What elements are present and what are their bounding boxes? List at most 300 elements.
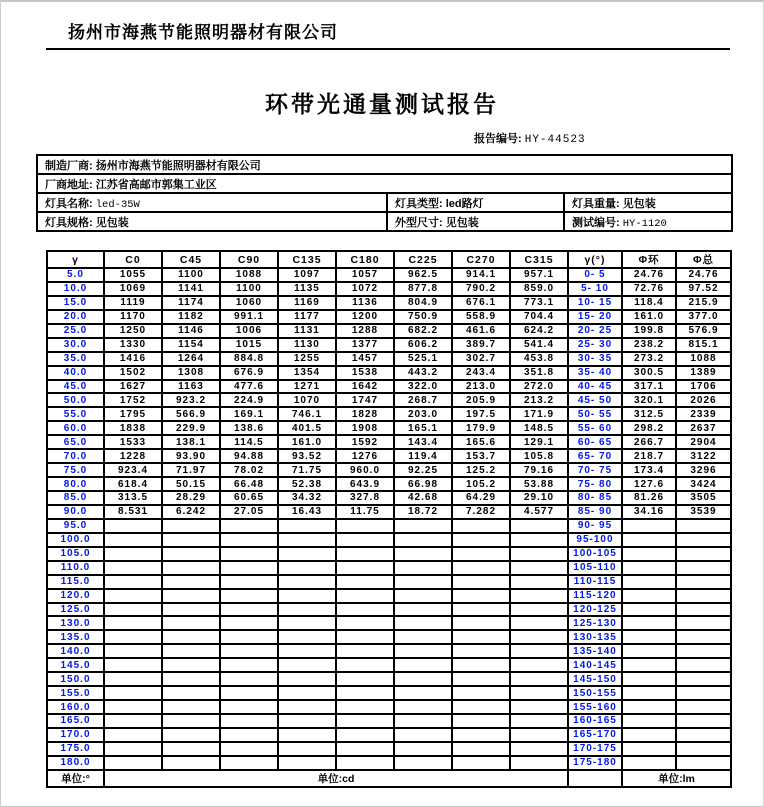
gamma-range-cell: 160-165 — [568, 714, 622, 728]
gamma-range-cell: 35- 40 — [568, 366, 622, 380]
gamma-range-cell: 80- 85 — [568, 491, 622, 505]
value-cell — [510, 672, 568, 686]
value-cell — [278, 644, 336, 658]
value-cell: 1276 — [336, 449, 394, 463]
value-cell: 1908 — [336, 421, 394, 435]
value-cell — [452, 644, 510, 658]
value-cell: 1457 — [336, 352, 394, 366]
value-cell — [452, 672, 510, 686]
table-row — [47, 324, 731, 338]
value-cell: 1015 — [220, 338, 278, 352]
value-cell — [622, 603, 676, 617]
gamma-cell: 25.0 — [47, 324, 104, 338]
gamma-range-cell: 145-150 — [568, 672, 622, 686]
value-cell: 1060 — [220, 296, 278, 310]
table-row — [47, 756, 731, 770]
value-cell — [162, 686, 220, 700]
value-cell — [220, 728, 278, 742]
gamma-range-cell: 105-110 — [568, 561, 622, 575]
value-cell — [394, 561, 452, 575]
value-cell: 1055 — [104, 268, 162, 282]
value-cell — [278, 686, 336, 700]
value-cell — [220, 519, 278, 533]
value-cell: 298.2 — [622, 421, 676, 435]
fixture-name-value: led-35W — [95, 198, 140, 211]
gamma-cell: 5.0 — [47, 268, 104, 282]
value-cell: 161.0 — [278, 435, 336, 449]
value-cell: 313.5 — [104, 491, 162, 505]
value-cell: 1627 — [104, 380, 162, 394]
value-cell: 914.1 — [452, 268, 510, 282]
value-cell: 566.9 — [162, 407, 220, 421]
value-cell: 1288 — [336, 324, 394, 338]
gamma-cell: 20.0 — [47, 310, 104, 324]
table-row — [47, 310, 731, 324]
value-cell: 300.5 — [622, 366, 676, 380]
value-cell — [278, 616, 336, 630]
value-cell: 1057 — [336, 268, 394, 282]
gamma-cell: 180.0 — [47, 756, 104, 770]
value-cell — [278, 672, 336, 686]
outer-size-label: 外型尺寸: — [395, 216, 446, 229]
table-row — [47, 435, 731, 449]
value-cell — [676, 672, 731, 686]
value-cell: 2026 — [676, 393, 731, 407]
value-cell — [452, 519, 510, 533]
value-cell — [622, 700, 676, 714]
value-cell: 1169 — [278, 296, 336, 310]
value-cell: 42.68 — [394, 491, 452, 505]
value-cell: 1592 — [336, 435, 394, 449]
value-cell — [394, 533, 452, 547]
value-cell: 389.7 — [452, 338, 510, 352]
value-cell: 93.52 — [278, 449, 336, 463]
gamma-range-cell: 140-145 — [568, 658, 622, 672]
value-cell: 138.1 — [162, 435, 220, 449]
value-cell: 199.8 — [622, 324, 676, 338]
flux-table-header-row — [47, 251, 731, 268]
gamma-cell: 35.0 — [47, 352, 104, 366]
table-row — [47, 477, 731, 491]
value-cell — [162, 714, 220, 728]
gamma-cell: 105.0 — [47, 547, 104, 561]
value-cell: 138.6 — [220, 421, 278, 435]
value-cell: 93.90 — [162, 449, 220, 463]
value-cell: 34.16 — [622, 505, 676, 519]
table-row — [47, 421, 731, 435]
gamma-cell: 140.0 — [47, 644, 104, 658]
value-cell: 1072 — [336, 282, 394, 296]
gamma-range-cell: 165-170 — [568, 728, 622, 742]
value-cell: 1389 — [676, 366, 731, 380]
value-cell: 351.8 — [510, 366, 568, 380]
value-cell — [220, 589, 278, 603]
value-cell: 218.7 — [622, 449, 676, 463]
value-cell — [220, 616, 278, 630]
unit-empty-cell — [568, 770, 622, 787]
value-cell: 179.9 — [452, 421, 510, 435]
value-cell — [394, 756, 452, 770]
value-cell: 2904 — [676, 435, 731, 449]
gamma-range-cell: 5- 10 — [568, 282, 622, 296]
value-cell: 52.38 — [278, 477, 336, 491]
value-cell — [622, 589, 676, 603]
value-cell — [622, 686, 676, 700]
table-row — [47, 366, 731, 380]
value-cell — [394, 714, 452, 728]
value-cell — [676, 533, 731, 547]
value-cell: 197.5 — [452, 407, 510, 421]
gamma-cell: 110.0 — [47, 561, 104, 575]
gamma-cell: 135.0 — [47, 630, 104, 644]
address-cell — [37, 174, 732, 193]
report-number-value: HY-44523 — [524, 134, 586, 146]
gamma-cell: 90.0 — [47, 505, 104, 519]
value-cell: 320.1 — [622, 393, 676, 407]
value-cell — [622, 561, 676, 575]
value-cell: 461.6 — [452, 324, 510, 338]
value-cell — [394, 686, 452, 700]
table-row — [47, 742, 731, 756]
value-cell — [278, 603, 336, 617]
value-cell — [336, 644, 394, 658]
report-number-label: 报告编号: — [474, 133, 522, 145]
value-cell: 1070 — [278, 393, 336, 407]
value-cell: 453.8 — [510, 352, 568, 366]
gamma-range-cell: 70- 75 — [568, 463, 622, 477]
value-cell — [336, 756, 394, 770]
gamma-range-cell: 40- 45 — [568, 380, 622, 394]
gamma-range-cell: 85- 90 — [568, 505, 622, 519]
value-cell — [220, 756, 278, 770]
value-cell — [510, 616, 568, 630]
value-cell — [676, 742, 731, 756]
value-cell — [336, 616, 394, 630]
value-cell: 1228 — [104, 449, 162, 463]
value-cell: 272.0 — [510, 380, 568, 394]
fixture-type-label: 灯具类型: — [395, 197, 446, 210]
value-cell: 558.9 — [452, 310, 510, 324]
value-cell — [104, 742, 162, 756]
manufacturer-value: 扬州市海燕节能照明器材有限公司 — [95, 159, 261, 172]
column-header: C270 — [452, 251, 510, 268]
gamma-cell: 95.0 — [47, 519, 104, 533]
column-header: C0 — [104, 251, 162, 268]
value-cell — [622, 756, 676, 770]
value-cell — [394, 519, 452, 533]
value-cell — [452, 658, 510, 672]
unit-lm-cell: 单位:lm — [622, 770, 731, 787]
value-cell — [104, 658, 162, 672]
value-cell: 1097 — [278, 268, 336, 282]
value-cell: 1130 — [278, 338, 336, 352]
table-row — [47, 603, 731, 617]
value-cell: 606.2 — [394, 338, 452, 352]
value-cell — [622, 644, 676, 658]
value-cell — [104, 603, 162, 617]
value-cell: 18.72 — [394, 505, 452, 519]
value-cell: 66.48 — [220, 477, 278, 491]
value-cell: 1250 — [104, 324, 162, 338]
value-cell — [278, 658, 336, 672]
column-header: C315 — [510, 251, 568, 268]
fixture-type-cell — [387, 193, 564, 212]
address-label: 厂商地址: — [45, 178, 96, 191]
gamma-cell: 130.0 — [47, 616, 104, 630]
value-cell: 877.8 — [394, 282, 452, 296]
value-cell: 165.1 — [394, 421, 452, 435]
value-cell — [162, 533, 220, 547]
value-cell: 105.2 — [452, 477, 510, 491]
value-cell: 268.7 — [394, 393, 452, 407]
value-cell: 3424 — [676, 477, 731, 491]
value-cell — [510, 644, 568, 658]
value-cell — [104, 644, 162, 658]
gamma-cell: 155.0 — [47, 686, 104, 700]
table-row — [47, 282, 731, 296]
value-cell — [278, 714, 336, 728]
value-cell — [278, 561, 336, 575]
value-cell: 114.5 — [220, 435, 278, 449]
outer-size-value: 见包装 — [445, 216, 479, 229]
value-cell — [510, 561, 568, 575]
value-cell — [162, 644, 220, 658]
value-cell: 1838 — [104, 421, 162, 435]
gamma-cell: 60.0 — [47, 421, 104, 435]
gamma-cell: 115.0 — [47, 575, 104, 589]
value-cell — [510, 519, 568, 533]
value-cell — [676, 603, 731, 617]
table-row — [47, 728, 731, 742]
gamma-cell: 145.0 — [47, 658, 104, 672]
column-header: C45 — [162, 251, 220, 268]
value-cell — [162, 603, 220, 617]
gamma-range-cell: 30- 35 — [568, 352, 622, 366]
value-cell: 81.26 — [622, 491, 676, 505]
gamma-range-cell: 10- 15 — [568, 296, 622, 310]
value-cell — [336, 533, 394, 547]
gamma-range-cell: 90- 95 — [568, 519, 622, 533]
value-cell — [676, 519, 731, 533]
gamma-cell: 70.0 — [47, 449, 104, 463]
value-cell — [676, 714, 731, 728]
value-cell: 119.4 — [394, 449, 452, 463]
value-cell: 1174 — [162, 296, 220, 310]
value-cell: 213.0 — [452, 380, 510, 394]
value-cell: 746.1 — [278, 407, 336, 421]
gamma-cell: 45.0 — [47, 380, 104, 394]
value-cell — [622, 658, 676, 672]
value-cell: 676.1 — [452, 296, 510, 310]
value-cell: 1271 — [278, 380, 336, 394]
value-cell: 273.2 — [622, 352, 676, 366]
value-cell — [278, 547, 336, 561]
info-row-address — [37, 174, 732, 193]
value-cell — [394, 672, 452, 686]
gamma-range-cell: 175-180 — [568, 756, 622, 770]
value-cell: 161.0 — [622, 310, 676, 324]
value-cell: 224.9 — [220, 393, 278, 407]
value-cell — [162, 561, 220, 575]
table-row — [47, 616, 731, 630]
value-cell: 11.75 — [336, 505, 394, 519]
value-cell — [510, 728, 568, 742]
value-cell: 24.76 — [676, 268, 731, 282]
gamma-range-cell: 115-120 — [568, 589, 622, 603]
value-cell — [104, 728, 162, 742]
value-cell: 1200 — [336, 310, 394, 324]
gamma-cell: 65.0 — [47, 435, 104, 449]
gamma-range-cell: 15- 20 — [568, 310, 622, 324]
column-header: C135 — [278, 251, 336, 268]
value-cell — [336, 630, 394, 644]
value-cell: 27.05 — [220, 505, 278, 519]
value-cell: 1416 — [104, 352, 162, 366]
value-cell — [452, 756, 510, 770]
value-cell: 2637 — [676, 421, 731, 435]
value-cell: 229.9 — [162, 421, 220, 435]
value-cell — [622, 547, 676, 561]
table-row — [47, 714, 731, 728]
value-cell — [676, 658, 731, 672]
value-cell: 923.2 — [162, 393, 220, 407]
value-cell — [394, 616, 452, 630]
value-cell: 923.4 — [104, 463, 162, 477]
column-header: C180 — [336, 251, 394, 268]
value-cell: 1255 — [278, 352, 336, 366]
value-cell — [452, 603, 510, 617]
value-cell: 401.5 — [278, 421, 336, 435]
value-cell — [162, 630, 220, 644]
value-cell — [104, 630, 162, 644]
gamma-cell: 120.0 — [47, 589, 104, 603]
value-cell — [394, 575, 452, 589]
value-cell: 312.5 — [622, 407, 676, 421]
value-cell: 66.98 — [394, 477, 452, 491]
column-header: Φ总 — [676, 251, 731, 268]
gamma-cell: 160.0 — [47, 700, 104, 714]
value-cell: 618.4 — [104, 477, 162, 491]
value-cell: 171.9 — [510, 407, 568, 421]
value-cell — [278, 756, 336, 770]
value-cell — [162, 756, 220, 770]
gamma-range-cell: 155-160 — [568, 700, 622, 714]
value-cell: 79.16 — [510, 463, 568, 477]
value-cell — [676, 630, 731, 644]
value-cell — [104, 672, 162, 686]
gamma-cell: 125.0 — [47, 603, 104, 617]
flux-table-body — [47, 268, 731, 770]
value-cell: 859.0 — [510, 282, 568, 296]
value-cell: 1308 — [162, 366, 220, 380]
value-cell: 1100 — [220, 282, 278, 296]
table-row — [47, 296, 731, 310]
value-cell: 153.7 — [452, 449, 510, 463]
value-cell — [220, 561, 278, 575]
header-rule — [46, 48, 730, 50]
value-cell: 1119 — [104, 296, 162, 310]
value-cell — [452, 547, 510, 561]
flux-data-table — [46, 250, 732, 788]
table-row — [47, 561, 731, 575]
gamma-range-cell: 45- 50 — [568, 393, 622, 407]
value-cell: 317.1 — [622, 380, 676, 394]
fixture-name-cell — [37, 193, 387, 212]
value-cell — [676, 616, 731, 630]
value-cell — [162, 616, 220, 630]
value-cell — [104, 616, 162, 630]
gamma-range-cell: 120-125 — [568, 603, 622, 617]
page-title: 环带光通量测试报告 — [265, 91, 499, 117]
value-cell: 1088 — [676, 352, 731, 366]
table-row — [47, 547, 731, 561]
value-cell — [162, 658, 220, 672]
value-cell: 1006 — [220, 324, 278, 338]
value-cell — [510, 714, 568, 728]
value-cell — [676, 575, 731, 589]
value-cell: 50.15 — [162, 477, 220, 491]
table-row — [47, 407, 731, 421]
fixture-spec-cell — [37, 212, 387, 231]
value-cell — [394, 742, 452, 756]
value-cell: 3122 — [676, 449, 731, 463]
value-cell: 243.4 — [452, 366, 510, 380]
fixture-type-value: led路灯 — [445, 197, 484, 210]
value-cell — [394, 589, 452, 603]
value-cell — [162, 672, 220, 686]
report-number — [474, 130, 586, 146]
value-cell: 815.1 — [676, 338, 731, 352]
value-cell: 3296 — [676, 463, 731, 477]
column-header: C225 — [394, 251, 452, 268]
value-cell: 238.2 — [622, 338, 676, 352]
gamma-cell: 85.0 — [47, 491, 104, 505]
value-cell — [622, 533, 676, 547]
value-cell: 1747 — [336, 393, 394, 407]
value-cell: 1354 — [278, 366, 336, 380]
value-cell: 16.43 — [278, 505, 336, 519]
manufacturer-cell — [37, 155, 732, 174]
value-cell — [510, 603, 568, 617]
table-row — [47, 700, 731, 714]
value-cell — [510, 658, 568, 672]
fixture-weight-label: 灯具重量: — [572, 197, 623, 210]
value-cell — [278, 630, 336, 644]
column-header: C90 — [220, 251, 278, 268]
value-cell — [278, 742, 336, 756]
value-cell — [622, 714, 676, 728]
value-cell — [452, 700, 510, 714]
value-cell — [622, 728, 676, 742]
value-cell: 1163 — [162, 380, 220, 394]
gamma-cell: 75.0 — [47, 463, 104, 477]
value-cell: 129.1 — [510, 435, 568, 449]
value-cell: 97.52 — [676, 282, 731, 296]
gamma-range-cell: 150-155 — [568, 686, 622, 700]
value-cell: 53.88 — [510, 477, 568, 491]
value-cell: 118.4 — [622, 296, 676, 310]
value-cell — [394, 700, 452, 714]
value-cell: 28.29 — [162, 491, 220, 505]
gamma-range-cell: 60- 65 — [568, 435, 622, 449]
value-cell — [510, 630, 568, 644]
table-row — [47, 589, 731, 603]
value-cell: 1177 — [278, 310, 336, 324]
info-table — [36, 154, 733, 232]
value-cell: 704.4 — [510, 310, 568, 324]
value-cell: 1069 — [104, 282, 162, 296]
unit-cd-cell: 单位:cd — [104, 770, 568, 787]
